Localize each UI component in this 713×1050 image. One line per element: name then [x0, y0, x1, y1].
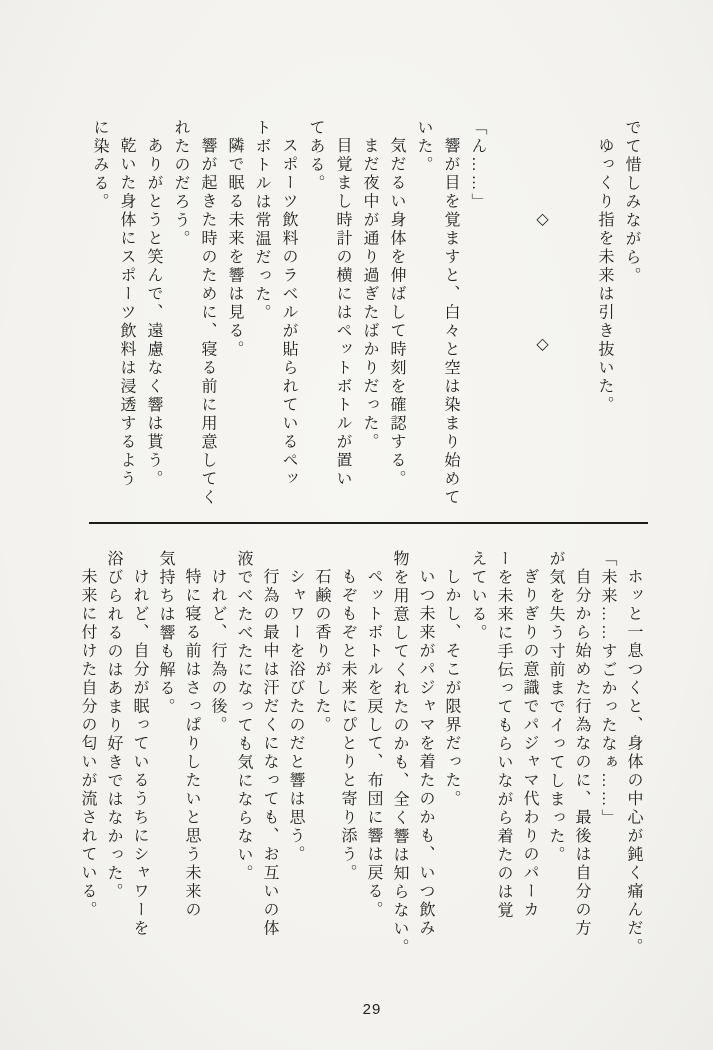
text-column: 乾いた身体にスポーツ飲料は浸透するよう: [118, 137, 135, 489]
text-column: 自分から始めた行為なのに、最後は自分の方: [573, 568, 590, 938]
text-column: ーを未来に手伝ってもらいながら着たのは覚: [495, 550, 512, 920]
text-column: てある。: [307, 119, 324, 193]
text-column: でて惜しみながら。: [623, 119, 640, 286]
text-column: 特に寝る前はさっぱりしたいと思う未来の: [183, 568, 200, 920]
text-column: ホッと一息つくと、身体の中心が鈍く痛んだ。: [625, 568, 642, 957]
diamond-icon: ◇: [533, 334, 550, 353]
text-column: しかし、そこが限界だった。: [443, 568, 460, 809]
scene-break: [531, 119, 551, 521]
text-column: まだ夜中が通り過ぎたばかりだった。: [361, 137, 378, 452]
text-column: 響が目を覚ますと、白々と空は染まり始めて: [442, 137, 459, 507]
text-column: ペットボトルを戻して、布団に響は戻る。: [365, 568, 382, 920]
text-column: トボトルは常温だった。: [253, 119, 270, 323]
section-divider: [89, 522, 648, 524]
text-column: ぎりぎりの意識でパジャマ代わりのパーカ: [521, 568, 538, 920]
text-column: ありがとうと笑んで、遠慮なく響は貰う。: [145, 137, 162, 489]
text-column: れたのだろう。: [172, 119, 189, 249]
text-block-top: [86, 119, 645, 521]
text-column: 気だるい身体を伸ばして時刻を確認する。: [388, 137, 405, 489]
text-column: に染みる。: [91, 119, 108, 212]
text-column: 「ん……」: [469, 119, 486, 212]
text-column: 隣で眠る未来を響は見る。: [226, 137, 243, 359]
text-column: 石鹸の香りがした。: [313, 568, 330, 735]
text-column: 行為の最中は汗だくになっても、お互いの体: [261, 568, 278, 938]
text-column: 浴びられるのはあまり好きではなかった。: [105, 550, 122, 902]
text-column: 気持ちは響も解る。: [157, 550, 174, 717]
text-column: 響が起きた時のために、寝る前に用意してく: [199, 137, 216, 507]
text-column: いた。: [415, 119, 432, 175]
text-column: シャワーを浴びたのだと響は思う。: [287, 568, 304, 864]
text-column: スポーツ飲料のラベルが貼られているペッ: [280, 137, 297, 489]
text-column: 「未来……すごかったなぁ……」: [599, 550, 616, 828]
text-block-bottom: [74, 550, 646, 975]
text-column: けれど、自分が眠っているうちにシャワーを: [131, 568, 148, 938]
text-column: 液でべたべたになっても気にならない。: [235, 550, 252, 883]
text-column: 目覚まし時計の横にはペットボトルが置い: [334, 137, 351, 489]
diamond-icon: ◇: [533, 209, 550, 228]
text-column: 未来に付けた自分の匂いが流されている。: [79, 568, 96, 920]
text-column: いつ未来がパジャマを着たのかも、いつ飲み: [417, 568, 434, 938]
text-column: が気を失う寸前までイってしまった。: [547, 550, 564, 865]
text-column: けれど、行為の後。: [209, 568, 226, 735]
text-column: えている。: [469, 550, 486, 643]
text-column: 物を用意してくれたのかも、全く響は知らない。: [391, 550, 408, 957]
page-number: 29: [362, 1001, 382, 1018]
text-column: もぞもぞと未来にぴとりと寄り添う。: [339, 568, 356, 883]
text-column: ゆっくり指を未来は引き抜いた。: [596, 137, 613, 415]
